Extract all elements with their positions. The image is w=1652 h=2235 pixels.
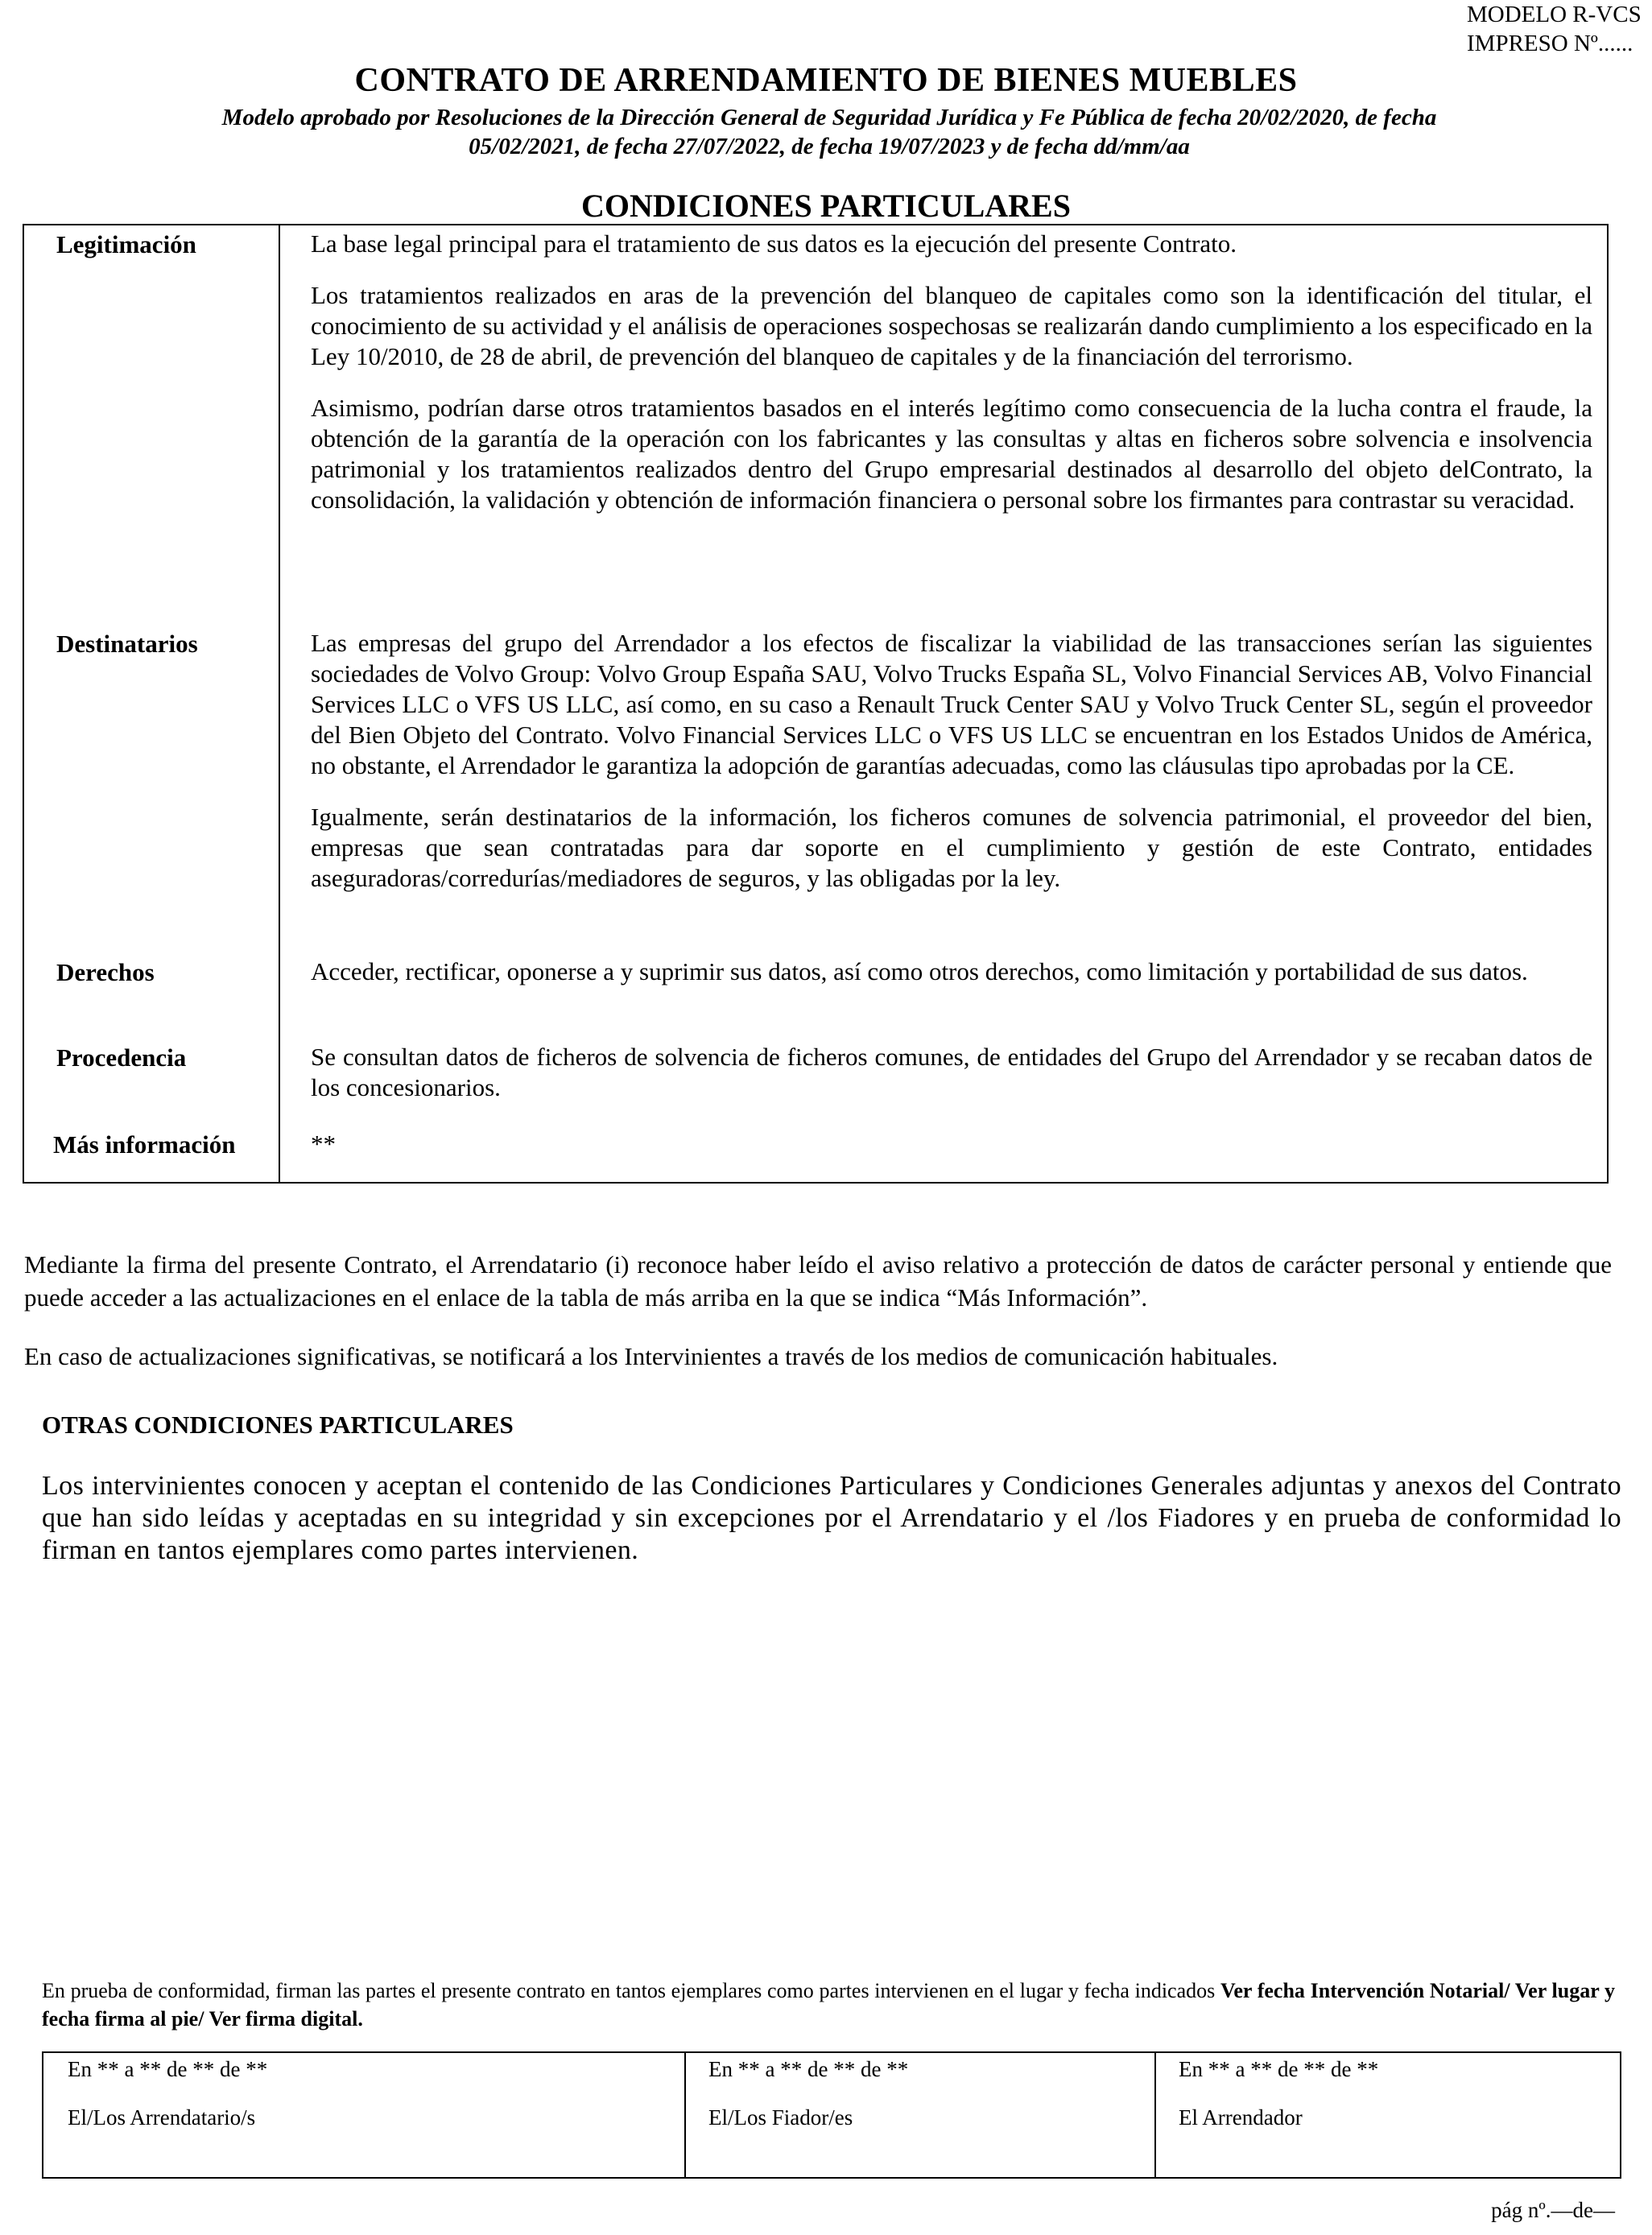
conformity-text: En prueba de conformidad, firman las partes el presente contrato en tantos ejemplares como partes intervienen en el lugar y fecha indicados: [42, 1979, 1216, 2002]
signature-column-divider: [684, 2053, 686, 2177]
row-label-legitimacion: Legitimación: [56, 230, 196, 258]
row-label-mas-informacion: Más información: [53, 1130, 236, 1159]
mas-informacion-value: **: [311, 1130, 336, 1158]
other-conditions-text: Los intervinientes conocen y aceptan el contenido de las Condiciones Particulares y Condiciones Generales adjuntas y anexos del Contrato que han sido leídas y aceptadas en su integridad y sin excepciones por el Arrendatario y el /los Fiadores y en prueba de conformidad lo firman en tantos ejemplares como partes intervienen.: [42, 1471, 1621, 1565]
destinatarios-paragraph: Las empresas del grupo del Arrendador a los efectos de fiscalizar la viabilidad de las transacciones serían las siguientes sociedades de Volvo Group: Volvo Group España SAU, Volvo Trucks España SL, Volvo Financial Services AB, Volvo Financial Services LLC o VFS US LLC, así como, en su caso a Renault Truck Center SAU y Volvo Truck Center SL, según el proveedor del Bien Objeto del Contrato. Volvo Financial Services LLC o VFS US LLC se encuentran en los Estados Unidos de América, no obstante, el Arrendador le garantiza la adopción de garantías adecuadas, como las cláusulas tipo aprobadas por la CE.: [311, 629, 1592, 779]
conformity-statement: [42, 1977, 1615, 2033]
other-conditions-title: OTRAS CONDICIONES PARTICULARES: [42, 1411, 514, 1439]
document-title: CONTRATO DE ARRENDAMIENTO DE BIENES MUEBLES: [354, 62, 1298, 99]
row-text-destinatarios: [311, 628, 1592, 894]
signature-table: [42, 2051, 1621, 2179]
legitimacion-paragraph: Asimismo, podrían darse otros tratamientos basados en el interés legítimo como consecuencia de la lucha contra el fraude, la obtención de la garantía de la operación con los fabricantes y las consultas y altas en ficheros sobre solvencia e insolvencia patrimonial y los tratamientos realizados dentro del Grupo empresarial destinados al desarrollo del objeto delContrato, la consolidación, la validación y obtención de información financiera o personal sobre los firmantes para contrastar su veracidad.: [311, 394, 1592, 514]
derechos-paragraph: Acceder, rectificar, oponerse a y suprimir sus datos, así como otros derechos, como limitación y portabilidad de sus datos.: [311, 957, 1528, 985]
row-label-derechos: Derechos: [56, 958, 155, 986]
procedencia-paragraph: Se consultan datos de ficheros de solvencia de ficheros comunes, de entidades del Grupo del Arrendador y se recaban datos de los concesionarios.: [311, 1043, 1592, 1101]
table-column-divider: [279, 225, 280, 1182]
row-text-derechos: [311, 956, 1592, 987]
row-text-procedencia: [311, 1042, 1592, 1103]
row-label-procedencia: Procedencia: [56, 1043, 187, 1072]
destinatarios-paragraph: Igualmente, serán destinatarios de la información, los ficheros comunes de solvencia patrimonial, el proveedor del bien, empresas que sean contratadas para dar soporte en el cumplimiento y gestión de este Contrato, entidades aseguradoras/corredurías/mediadores de seguros, y las obligadas por la ley.: [311, 803, 1592, 892]
legitimacion-paragraph: La base legal principal para el tratamiento de sus datos es la ejecución del presente Contrato.: [311, 229, 1237, 258]
lessee-label: El/Los Arrendatario/s: [68, 2105, 256, 2130]
section-title: CONDICIONES PARTICULARES: [581, 188, 1071, 224]
row-text-mas-informacion: [311, 1129, 1592, 1159]
row-text-legitimacion: [311, 229, 1592, 515]
document-subtitle: [161, 103, 1497, 161]
signature-column-divider: [1154, 2053, 1156, 2177]
signature-acknowledgement: Mediante la firma del presente Contrato, el Arrendatario (i) reconoce haber leído el aviso relativo a protección de datos de carácter personal y entiende que puede acceder a las actualizaciones en el enlace de la tabla de más arriba en la que se indica “Más Información”.: [24, 1250, 1612, 1312]
print-number: IMPRESO Nº......: [1467, 31, 1633, 56]
subtitle-line-2: 05/02/2021, de fecha 27/07/2022, de fecha 19/07/2023 y de fecha dd/mm/aa: [469, 134, 1190, 159]
updates-notice: En caso de actualizaciones significativas, se notificará a los Intervinientes a través de los medios de comunicación habituales.: [24, 1342, 1278, 1370]
lessee-date: En ** a ** de ** de **: [68, 2057, 268, 2081]
legitimacion-paragraph: Los tratamientos realizados en aras de la prevención del blanqueo de capitales como son la identificación del titular, el conocimiento de su actividad y el análisis de operaciones sospechosas se realizarán dando cumplimiento a los especificado en la Ley 10/2010, de 28 de abril, de prevención del blanqueo de capitales y de la financiación del terrorismo.: [311, 281, 1592, 370]
model-reference: [1467, 0, 1652, 58]
conformity-bold-note: Ver fecha Intervención Notarial/ Ver lugar y fecha firma al pie/ Ver firma digital.: [42, 1979, 1615, 2031]
guarantor-date: En ** a ** de ** de **: [708, 2057, 909, 2081]
model-code: MODELO R-VCS: [1467, 2, 1642, 27]
lessor-label: El Arrendador: [1179, 2105, 1303, 2130]
page-number: pág nº.—de—: [1491, 2198, 1615, 2222]
data-protection-table: [23, 224, 1609, 1184]
row-label-destinatarios: Destinatarios: [56, 630, 198, 658]
lessor-date: En ** a ** de ** de **: [1179, 2057, 1379, 2081]
guarantor-label: El/Los Fiador/es: [708, 2105, 853, 2130]
subtitle-line-1: Modelo aprobado por Resoluciones de la Dirección General de Seguridad Jurídica y Fe Pública de fecha 20/02/2020, de fecha: [221, 105, 1437, 130]
